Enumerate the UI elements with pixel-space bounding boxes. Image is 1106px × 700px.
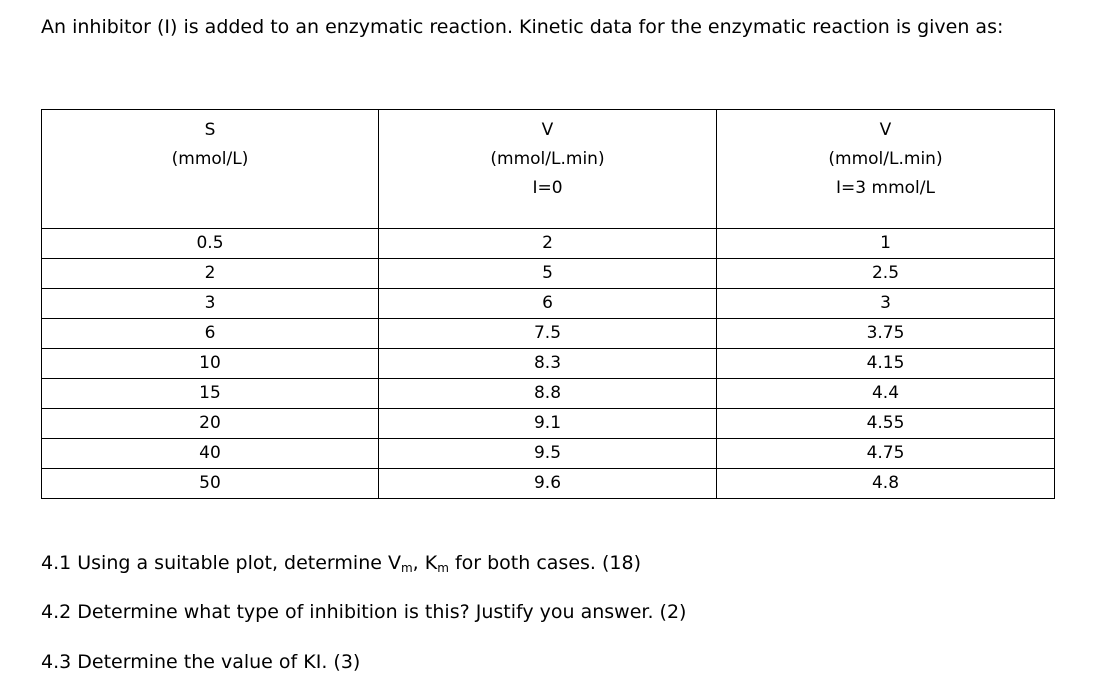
table-row [42,349,1055,379]
table-cell: 6 [42,319,379,349]
table-cell: 3 [42,289,379,319]
header-line: (mmol/L.min) [490,149,605,169]
table-cell: 8.3 [379,349,717,379]
header-line: (mmol/L.min) [828,149,943,169]
table-row [42,469,1055,499]
table-cell: 5 [379,259,717,289]
table-cell: 8.8 [379,379,717,409]
table-header-row [42,110,1055,229]
table-row [42,439,1055,469]
subscript: m [400,561,413,575]
table-cell: 1 [717,229,1055,259]
table-cell: 4.55 [717,409,1055,439]
table-row [42,289,1055,319]
header-velocity-no-inhibitor [379,110,717,229]
question-4-2: 4.2 Determine what type of inhibition is this? Justify you answer. (2) [41,601,687,623]
table-cell: 10 [42,349,379,379]
table-cell: 0.5 [42,229,379,259]
header-line: (mmol/L) [171,149,249,169]
table-cell: 4.15 [717,349,1055,379]
header-line: I=0 [532,178,563,198]
header-velocity-with-inhibitor [717,110,1055,229]
table-cell: 4.8 [717,469,1055,499]
question-text: for both cases. (18) [448,552,641,574]
header-line: V [879,120,892,140]
table-cell: 9.5 [379,439,717,469]
table-row [42,379,1055,409]
question-text: , K [412,552,438,574]
subscript: m [437,561,449,575]
table-row [42,409,1055,439]
header-line: S [204,120,216,140]
kinetic-data-table [41,109,1055,499]
intro-text: An inhibitor (I) is added to an enzymatic reaction. Kinetic data for the enzymatic reaction is given as: [41,16,1004,38]
table-cell: 15 [42,379,379,409]
table-cell: 6 [379,289,717,319]
table-cell: 2.5 [717,259,1055,289]
table-cell: 2 [42,259,379,289]
table-row [42,319,1055,349]
table-cell: 4.4 [717,379,1055,409]
table-cell: 50 [42,469,379,499]
header-line: I=3 mmol/L [836,178,935,198]
table-cell: 2 [379,229,717,259]
table-cell: 3 [717,289,1055,319]
table-cell: 20 [42,409,379,439]
table-cell: 7.5 [379,319,717,349]
question-4-3: 4.3 Determine the value of KI. (3) [41,651,361,673]
table-cell: 9.6 [379,469,717,499]
table-row [42,229,1055,259]
header-substrate [42,110,379,229]
table-cell: 3.75 [717,319,1055,349]
header-line: V [541,120,554,140]
question-4-1 [41,550,641,581]
table-cell: 9.1 [379,409,717,439]
table-cell: 40 [42,439,379,469]
table-cell: 4.75 [717,439,1055,469]
table-row [42,259,1055,289]
question-text: 4.1 Using a suitable plot, determine V [41,552,401,574]
